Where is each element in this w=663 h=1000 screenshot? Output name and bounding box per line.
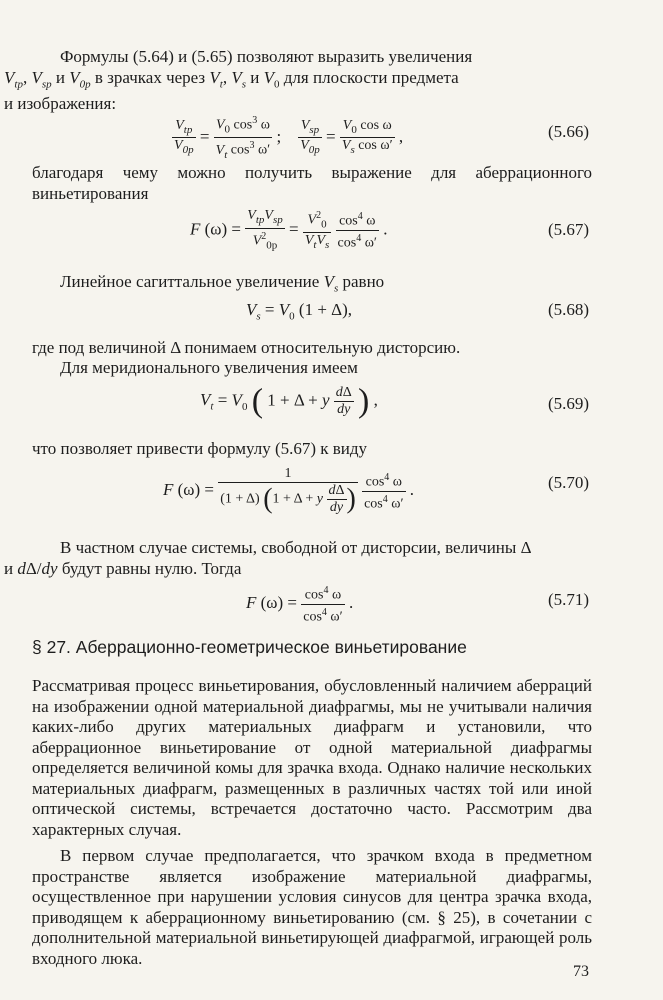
equation-5-71: F (ω) = $\frac{\cos^4 \omega}{\cos^4 \omega'}$ . <box>246 585 354 625</box>
equation-number: (5.68) <box>548 300 590 319</box>
paragraph-vignetting: благодаря чему можно получить выражение для аберрационного виньетирования <box>32 163 592 203</box>
equation-number: (5.70) <box>548 473 590 492</box>
paragraph-intro: Формулы (5.64) и (5.65) позволяют выразить увеличения $V_{tp}$, $V_{sp}$ и $V_{0p}$ в зрачках через $V_t$, $V_s$ и $V_0$ для плоскости предмета и изображения: <box>4 47 473 114</box>
equation-5-66: $\frac{V_{tp}}{V_{0p}}$ = $\frac{V_0 \cos^3 \omega}{V_t \cos^3 \omega'}$ ; $\frac{V_{sp}}{V_{0p}}$ = $\frac{V_0 \cos \omega}{V_s \cos \omega'}$ , <box>174 115 404 161</box>
equation-number: (5.67) <box>548 220 590 239</box>
equation-5-68: $V_s = V_0$ (1 + Δ), <box>246 300 352 323</box>
equation-5-69: $V_t = V_0$ ( 1 + Δ + y $\frac{d\Delta}{dy}$ ) , <box>200 382 378 420</box>
paragraph-section-body: Рассматривая процесс виньетирования, обусловленный наличием аберраций на изображении одной материальной диафрагмы, мы не учитывали наличия каких-либо других материальных диафрагм и установили, что аберрационное виньетирование от одной материальной диафрагмы определяется величиной комы для зрачка входа. Однако наличие нескольких материальных диафрагм, размещенных в различных частях той или иной оптической системы, встречается достаточно часто. Рассмотрим два характерных случая. <box>32 676 592 839</box>
paragraph-first-case: В первом случае предполагается, что зрачком входа в предметном пространстве является изображение материальной диафрагмы, осуществленное при нарушении условия синусов для центра зрачка входа, приводящем к аберрационному виньетированию (см. § 25), в сочетании с дополнительной материальной виньетирующей диафрагмой, играющей роль входного люка. <box>32 846 592 968</box>
paragraph-sagittal: Линейное сагиттальное увеличение $V_s$ равно <box>60 272 385 295</box>
paragraph-formula: что позволяет привести формулу (5.67) к виду <box>32 439 368 458</box>
equation-5-70: F (ω) = 1 (1 + Δ) (1 + Δ + y $\frac{d\Delta}{dy}$ ) $\frac{\cos^4 \omega}{\cos^4 \omega'}$ . <box>163 466 415 515</box>
equation-number: (5.71) <box>548 590 590 609</box>
paragraph-distortion: где под величиной Δ понимаем относительную дисторсию. <box>32 338 461 357</box>
equation-5-67: F (ω) = $\frac{V_{tp}V_{sp}}{V^2_{0p}}$ = $\frac{V^2_0}{V_tV_s}$ $\frac{\cos^4 \omega}{\cos^4 \omega'}$ . <box>190 208 388 252</box>
page-number: 73 <box>573 963 589 980</box>
equation-number: (5.69) <box>548 394 590 413</box>
paragraph-special-case: В частном случае системы, свободной от дисторсии, величины Δ и dΔ/dy будут равны нулю. Тогда <box>4 538 532 578</box>
section-heading: § 27. Аберрационно-геометрическое виньетирование <box>32 637 467 657</box>
paragraph-meridional: Для меридионального увеличения имеем <box>60 358 358 377</box>
equation-number: (5.66) <box>548 122 590 141</box>
